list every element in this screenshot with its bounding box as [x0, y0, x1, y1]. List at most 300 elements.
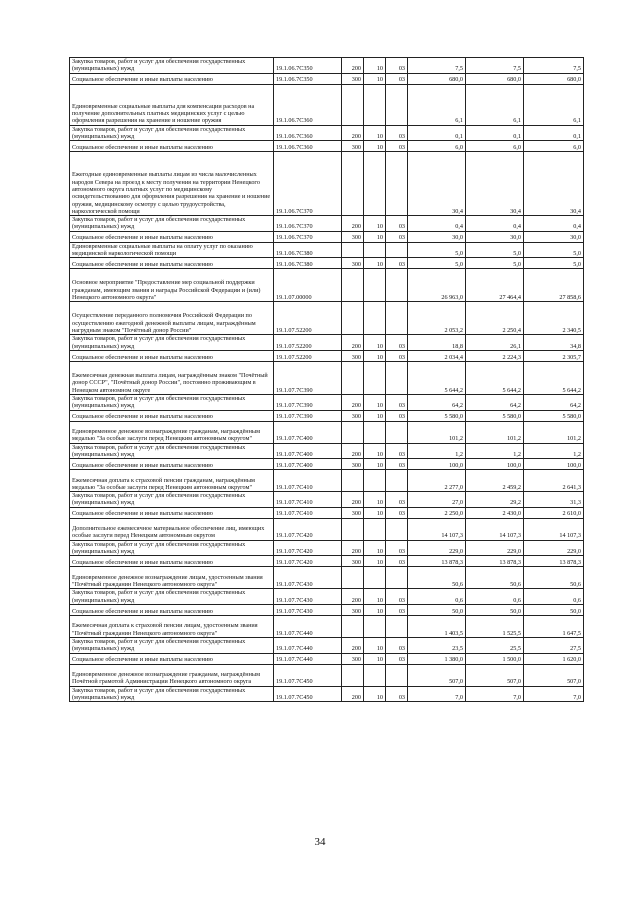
row-expense-type: 200 [342, 394, 364, 410]
row-section: 10 [364, 231, 386, 242]
row-expense-type: 300 [342, 556, 364, 567]
row-expense-type: 300 [342, 604, 364, 615]
row-amount-year-2: 2 459,2 [466, 470, 524, 492]
row-expense-type [342, 152, 364, 216]
row-subsection: 03 [386, 394, 408, 410]
table-row [70, 556, 584, 567]
row-amount-year-2: 27 464,4 [466, 269, 524, 302]
row-code: 19.1.07.7С410 [274, 507, 342, 518]
row-amount-year-2: 101,2 [466, 421, 524, 443]
row-section: 10 [364, 507, 386, 518]
row-expense-type: 300 [342, 258, 364, 269]
row-amount-year-1: 507,0 [408, 664, 466, 686]
row-amount-year-3: 13 878,3 [524, 556, 584, 567]
row-expense-type [342, 361, 364, 394]
row-expense-type: 200 [342, 125, 364, 141]
table-body [70, 58, 584, 702]
row-code: 19.1.06.7С370 [274, 152, 342, 216]
row-section: 10 [364, 604, 386, 615]
row-amount-year-3: 34,8 [524, 335, 584, 351]
row-subsection: 03 [386, 507, 408, 518]
row-section [364, 664, 386, 686]
row-subsection [386, 664, 408, 686]
row-subsection [386, 152, 408, 216]
row-expense-type: 300 [342, 73, 364, 84]
table-row [70, 216, 584, 232]
row-amount-year-1: 7,0 [408, 686, 466, 702]
row-code: 19.1.06.7С360 [274, 84, 342, 125]
row-code: 19.1.07.7С440 [274, 637, 342, 653]
row-amount-year-2: 1,2 [466, 443, 524, 459]
row-amount-year-3: 30,0 [524, 231, 584, 242]
row-subsection: 03 [386, 410, 408, 421]
row-subsection: 03 [386, 258, 408, 269]
row-section: 10 [364, 394, 386, 410]
table-row [70, 58, 584, 74]
row-amount-year-3: 680,0 [524, 73, 584, 84]
row-name: Социальное обеспечение и иные выплаты населению [70, 604, 274, 615]
row-amount-year-1: 2 034,4 [408, 350, 466, 361]
row-code: 19.1.06.7С380 [274, 258, 342, 269]
row-subsection [386, 518, 408, 540]
row-name: Социальное обеспечение и иные выплаты населению [70, 350, 274, 361]
row-amount-year-2: 6,0 [466, 141, 524, 152]
row-amount-year-1: 50,6 [408, 567, 466, 589]
row-subsection: 03 [386, 443, 408, 459]
row-amount-year-3: 2 610,0 [524, 507, 584, 518]
row-section [364, 567, 386, 589]
row-amount-year-1: 1 403,5 [408, 615, 466, 637]
row-amount-year-2: 13 878,3 [466, 556, 524, 567]
row-code: 19.1.07.7С400 [274, 459, 342, 470]
table-row [70, 361, 584, 394]
row-subsection [386, 615, 408, 637]
table-row [70, 125, 584, 141]
row-code: 19.1.07.7С410 [274, 470, 342, 492]
row-amount-year-1: 229,0 [408, 540, 466, 556]
row-code: 19.1.07.52200 [274, 335, 342, 351]
row-amount-year-2: 2 430,0 [466, 507, 524, 518]
row-subsection: 03 [386, 335, 408, 351]
row-name: Дополнительное ежемесячное материальное обеспечение лиц, имеющих особые заслуги перед Ненецким автономным округом [70, 518, 274, 540]
row-subsection: 03 [386, 58, 408, 74]
row-name: Социальное обеспечение и иные выплаты населению [70, 507, 274, 518]
row-amount-year-1: 5 580,0 [408, 410, 466, 421]
row-amount-year-2: 0,4 [466, 216, 524, 232]
table-row [70, 269, 584, 302]
table-row [70, 615, 584, 637]
row-amount-year-3: 2 641,3 [524, 470, 584, 492]
table-row [70, 152, 584, 216]
table-row [70, 242, 584, 258]
row-code: 19.1.07.7С420 [274, 518, 342, 540]
row-amount-year-2: 5,0 [466, 258, 524, 269]
row-name: Ежегодные единовременные выплаты лицам из числа малочисленных народов Севера на проезд к месту получения на территории Ненецкого автономного округа платных услуг по медицинскому освидетельствованию для оформления разрешения на хранение и ношение оружия, медицинскому осмотру с целью трудоустройства, наркологической помощи [70, 152, 274, 216]
row-amount-year-1: 2 277,0 [408, 470, 466, 492]
row-section [364, 242, 386, 258]
row-name: Закупка товаров, работ и услуг для обеспечения государственных (муниципальных) нужд [70, 637, 274, 653]
row-amount-year-1: 101,2 [408, 421, 466, 443]
row-amount-year-2: 64,2 [466, 394, 524, 410]
row-amount-year-1: 13 878,3 [408, 556, 466, 567]
row-expense-type: 200 [342, 492, 364, 508]
row-amount-year-2: 229,0 [466, 540, 524, 556]
row-expense-type [342, 470, 364, 492]
row-amount-year-3: 1 647,5 [524, 615, 584, 637]
row-amount-year-1: 23,5 [408, 637, 466, 653]
row-subsection: 03 [386, 540, 408, 556]
row-code: 19.1.06.7С370 [274, 216, 342, 232]
row-amount-year-2: 1 500,0 [466, 653, 524, 664]
row-code: 19.1.06.7С350 [274, 58, 342, 74]
row-name: Закупка товаров, работ и услуг для обеспечения государственных (муниципальных) нужд [70, 492, 274, 508]
row-expense-type [342, 242, 364, 258]
row-amount-year-1: 680,0 [408, 73, 466, 84]
row-subsection: 03 [386, 216, 408, 232]
row-amount-year-1: 0,1 [408, 125, 466, 141]
row-expense-type [342, 84, 364, 125]
row-name: Закупка товаров, работ и услуг для обеспечения государственных (муниципальных) нужд [70, 125, 274, 141]
row-code: 19.1.07.7С430 [274, 604, 342, 615]
table-row [70, 637, 584, 653]
row-section: 10 [364, 410, 386, 421]
row-expense-type [342, 567, 364, 589]
row-subsection [386, 567, 408, 589]
table-row [70, 540, 584, 556]
row-name: Закупка товаров, работ и услуг для обеспечения государственных (муниципальных) нужд [70, 58, 274, 74]
row-code: 19.1.07.7С450 [274, 686, 342, 702]
table-row [70, 567, 584, 589]
table-row [70, 653, 584, 664]
row-amount-year-3: 50,0 [524, 604, 584, 615]
row-subsection: 03 [386, 637, 408, 653]
row-amount-year-1: 5 644,2 [408, 361, 466, 394]
row-amount-year-1: 30,4 [408, 152, 466, 216]
row-amount-year-1: 18,8 [408, 335, 466, 351]
page-number: 34 [314, 836, 326, 848]
row-subsection: 03 [386, 125, 408, 141]
row-section [364, 269, 386, 302]
row-amount-year-1: 26 963,0 [408, 269, 466, 302]
row-name: Закупка товаров, работ и услуг для обеспечения государственных (муниципальных) нужд [70, 589, 274, 605]
row-name: Ежемесячная денежная выплата лицам, награждённым знаком "Почётный донор СССР", "Почётный донор России", постоянно проживающим в Ненецком автономном округе [70, 361, 274, 394]
row-name: Единовременные социальные выплаты на оплату услуг по оказанию медицинской наркологической помощи [70, 242, 274, 258]
row-expense-type: 300 [342, 459, 364, 470]
row-amount-year-1: 5,0 [408, 258, 466, 269]
row-subsection [386, 242, 408, 258]
table-row [70, 443, 584, 459]
row-amount-year-3: 0,4 [524, 216, 584, 232]
row-expense-type: 200 [342, 58, 364, 74]
row-section [364, 421, 386, 443]
row-subsection: 03 [386, 459, 408, 470]
row-code: 19.1.07.7С390 [274, 410, 342, 421]
row-amount-year-2: 6,1 [466, 84, 524, 125]
row-name: Закупка товаров, работ и услуг для обеспечения государственных (муниципальных) нужд [70, 686, 274, 702]
table-row [70, 421, 584, 443]
row-subsection: 03 [386, 589, 408, 605]
row-amount-year-1: 30,0 [408, 231, 466, 242]
row-section: 10 [364, 459, 386, 470]
row-name: Закупка товаров, работ и услуг для обеспечения государственных (муниципальных) нужд [70, 394, 274, 410]
table-row [70, 141, 584, 152]
row-expense-type: 300 [342, 507, 364, 518]
row-expense-type [342, 518, 364, 540]
table-row [70, 589, 584, 605]
row-name: Закупка товаров, работ и услуг для обеспечения государственных (муниципальных) нужд [70, 443, 274, 459]
row-section [364, 84, 386, 125]
row-amount-year-3: 31,3 [524, 492, 584, 508]
row-subsection: 03 [386, 556, 408, 567]
row-code: 19.1.07.7С420 [274, 556, 342, 567]
row-code: 19.1.07.7С440 [274, 615, 342, 637]
row-amount-year-2: 26,1 [466, 335, 524, 351]
row-section: 10 [364, 335, 386, 351]
budget-table [69, 57, 584, 702]
table-row [70, 73, 584, 84]
row-amount-year-1: 27,0 [408, 492, 466, 508]
row-amount-year-1: 0,6 [408, 589, 466, 605]
row-expense-type: 200 [342, 637, 364, 653]
row-amount-year-1: 50,0 [408, 604, 466, 615]
row-expense-type: 200 [342, 589, 364, 605]
row-amount-year-2: 1 525,5 [466, 615, 524, 637]
table-row [70, 335, 584, 351]
row-name: Социальное обеспечение и иные выплаты населению [70, 73, 274, 84]
row-name: Ежемесячная доплата к страховой пенсии гражданам, награждённым медалью "За особые заслуги перед Ненецким автономным округом" [70, 470, 274, 492]
row-section: 10 [364, 216, 386, 232]
row-expense-type: 200 [342, 540, 364, 556]
row-code: 19.1.07.7С400 [274, 421, 342, 443]
table-row [70, 664, 584, 686]
row-expense-type [342, 421, 364, 443]
row-code: 19.1.07.52200 [274, 302, 342, 335]
row-code: 19.1.07.00000 [274, 269, 342, 302]
table-row [70, 231, 584, 242]
row-name: Социальное обеспечение и иные выплаты населению [70, 556, 274, 567]
row-amount-year-3: 27 858,6 [524, 269, 584, 302]
row-expense-type [342, 615, 364, 637]
row-amount-year-3: 1,2 [524, 443, 584, 459]
row-code: 19.1.06.7С370 [274, 231, 342, 242]
row-amount-year-2: 0,6 [466, 589, 524, 605]
row-code: 19.1.07.7С430 [274, 589, 342, 605]
row-amount-year-3: 2 340,5 [524, 302, 584, 335]
row-amount-year-3: 229,0 [524, 540, 584, 556]
row-subsection: 03 [386, 141, 408, 152]
table-row [70, 350, 584, 361]
row-subsection: 03 [386, 653, 408, 664]
row-amount-year-3: 100,0 [524, 459, 584, 470]
row-amount-year-2: 507,0 [466, 664, 524, 686]
row-name: Единовременное денежное вознаграждение гражданам, награждённым медалью "За особые заслуги перед Ненецким автономным округом" [70, 421, 274, 443]
row-amount-year-3: 5,0 [524, 242, 584, 258]
row-section: 10 [364, 589, 386, 605]
row-amount-year-2: 2 224,3 [466, 350, 524, 361]
row-amount-year-1: 1 380,0 [408, 653, 466, 664]
table-row [70, 507, 584, 518]
row-code: 19.1.07.7С390 [274, 361, 342, 394]
table-row [70, 492, 584, 508]
row-amount-year-2: 680,0 [466, 73, 524, 84]
row-subsection [386, 421, 408, 443]
row-amount-year-1: 14 107,3 [408, 518, 466, 540]
row-subsection [386, 84, 408, 125]
row-expense-type: 300 [342, 410, 364, 421]
row-section: 10 [364, 141, 386, 152]
row-amount-year-3: 507,0 [524, 664, 584, 686]
row-subsection: 03 [386, 686, 408, 702]
row-code: 19.1.07.7С390 [274, 394, 342, 410]
row-name: Социальное обеспечение и иные выплаты населению [70, 231, 274, 242]
row-subsection [386, 269, 408, 302]
row-amount-year-1: 5,0 [408, 242, 466, 258]
row-expense-type: 200 [342, 335, 364, 351]
row-section [364, 615, 386, 637]
row-section [364, 361, 386, 394]
row-amount-year-3: 6,1 [524, 84, 584, 125]
row-amount-year-1: 7,5 [408, 58, 466, 74]
row-name: Единовременные социальные выплаты для компенсации расходов на получение дополнительных платных медицинских услуг с целью оформления разрешения на хранение и ношение оружия [70, 84, 274, 125]
row-name: Ежемесячная доплата к страховой пенсии лицам, удостоенным звания "Почётный гражданин Ненецкого автономного округа" [70, 615, 274, 637]
row-amount-year-2: 50,6 [466, 567, 524, 589]
row-section: 10 [364, 443, 386, 459]
row-amount-year-3: 101,2 [524, 421, 584, 443]
row-name: Единовременное денежное вознаграждение лицам, удостоенным звания "Почётный гражданин Ненецкого автономного округа" [70, 567, 274, 589]
row-section: 10 [364, 492, 386, 508]
row-section: 10 [364, 540, 386, 556]
table-row [70, 470, 584, 492]
row-code: 19.1.07.7С420 [274, 540, 342, 556]
row-section: 10 [364, 73, 386, 84]
row-section [364, 518, 386, 540]
row-name: Закупка товаров, работ и услуг для обеспечения государственных (муниципальных) нужд [70, 216, 274, 232]
row-section: 10 [364, 350, 386, 361]
row-section: 10 [364, 125, 386, 141]
row-subsection: 03 [386, 73, 408, 84]
row-expense-type [342, 269, 364, 302]
row-amount-year-3: 6,0 [524, 141, 584, 152]
row-section: 10 [364, 637, 386, 653]
table-row [70, 302, 584, 335]
row-code: 19.1.06.7С380 [274, 242, 342, 258]
row-amount-year-2: 2 250,4 [466, 302, 524, 335]
row-section: 10 [364, 556, 386, 567]
row-name: Социальное обеспечение и иные выплаты населению [70, 258, 274, 269]
row-expense-type: 200 [342, 216, 364, 232]
row-amount-year-1: 100,0 [408, 459, 466, 470]
row-code: 19.1.06.7С360 [274, 141, 342, 152]
row-amount-year-3: 1 620,0 [524, 653, 584, 664]
row-section: 10 [364, 258, 386, 269]
row-amount-year-3: 27,5 [524, 637, 584, 653]
table-row [70, 459, 584, 470]
table-row [70, 604, 584, 615]
row-amount-year-2: 0,1 [466, 125, 524, 141]
row-amount-year-1: 1,2 [408, 443, 466, 459]
row-amount-year-3: 7,5 [524, 58, 584, 74]
row-amount-year-3: 50,6 [524, 567, 584, 589]
table-row [70, 518, 584, 540]
row-amount-year-3: 64,2 [524, 394, 584, 410]
row-amount-year-1: 6,1 [408, 84, 466, 125]
row-name: Социальное обеспечение и иные выплаты населению [70, 141, 274, 152]
row-section: 10 [364, 58, 386, 74]
row-amount-year-1: 0,4 [408, 216, 466, 232]
row-code: 19.1.07.7С450 [274, 664, 342, 686]
row-name: Основное мероприятие "Предоставление мер социальной поддержки гражданам, имеющим звания и награды Российской Федерации и (или) Ненецкого автономного округа" [70, 269, 274, 302]
row-amount-year-2: 100,0 [466, 459, 524, 470]
row-amount-year-3: 5 644,2 [524, 361, 584, 394]
row-expense-type: 300 [342, 350, 364, 361]
row-amount-year-1: 64,2 [408, 394, 466, 410]
row-amount-year-2: 7,0 [466, 686, 524, 702]
row-name: Социальное обеспечение и иные выплаты населению [70, 653, 274, 664]
row-section [364, 152, 386, 216]
row-name: Осуществление переданного полномочия Российской Федерации по осуществлению ежегодной денежной выплаты лицам, награждённым нагрудным знаком "Почётный донор России" [70, 302, 274, 335]
row-amount-year-3: 30,4 [524, 152, 584, 216]
table-row [70, 410, 584, 421]
row-subsection: 03 [386, 604, 408, 615]
row-subsection [386, 470, 408, 492]
row-subsection [386, 302, 408, 335]
row-code: 19.1.06.7С350 [274, 73, 342, 84]
table-row [70, 84, 584, 125]
row-amount-year-3: 2 305,7 [524, 350, 584, 361]
row-amount-year-2: 5 644,2 [466, 361, 524, 394]
row-name: Единовременное денежное вознаграждение гражданам, награждённым Почётной грамотой Администрации Ненецкого автономного округа [70, 664, 274, 686]
row-name: Закупка товаров, работ и услуг для обеспечения государственных (муниципальных) нужд [70, 540, 274, 556]
row-code: 19.1.06.7С360 [274, 125, 342, 141]
row-subsection: 03 [386, 350, 408, 361]
table-row [70, 686, 584, 702]
row-code: 19.1.07.52200 [274, 350, 342, 361]
row-amount-year-3: 7,0 [524, 686, 584, 702]
table-row [70, 258, 584, 269]
row-expense-type: 300 [342, 653, 364, 664]
row-subsection [386, 361, 408, 394]
row-subsection: 03 [386, 492, 408, 508]
row-code: 19.1.07.7С410 [274, 492, 342, 508]
row-amount-year-2: 30,4 [466, 152, 524, 216]
row-expense-type: 300 [342, 141, 364, 152]
row-amount-year-1: 2 053,2 [408, 302, 466, 335]
row-amount-year-2: 50,0 [466, 604, 524, 615]
row-name: Социальное обеспечение и иные выплаты населению [70, 410, 274, 421]
row-section [364, 302, 386, 335]
row-expense-type [342, 664, 364, 686]
row-subsection: 03 [386, 231, 408, 242]
row-amount-year-2: 5 580,0 [466, 410, 524, 421]
row-expense-type: 300 [342, 231, 364, 242]
row-name: Закупка товаров, работ и услуг для обеспечения государственных (муниципальных) нужд [70, 335, 274, 351]
row-expense-type: 200 [342, 686, 364, 702]
row-amount-year-2: 25,5 [466, 637, 524, 653]
row-name: Социальное обеспечение и иные выплаты населению [70, 459, 274, 470]
row-code: 19.1.07.7С430 [274, 567, 342, 589]
row-expense-type: 200 [342, 443, 364, 459]
row-amount-year-3: 5 580,0 [524, 410, 584, 421]
row-expense-type [342, 302, 364, 335]
row-amount-year-1: 6,0 [408, 141, 466, 152]
table-row [70, 394, 584, 410]
row-section: 10 [364, 686, 386, 702]
row-amount-year-1: 2 250,0 [408, 507, 466, 518]
row-section [364, 470, 386, 492]
row-amount-year-2: 5,0 [466, 242, 524, 258]
row-amount-year-2: 29,2 [466, 492, 524, 508]
row-amount-year-2: 14 107,3 [466, 518, 524, 540]
